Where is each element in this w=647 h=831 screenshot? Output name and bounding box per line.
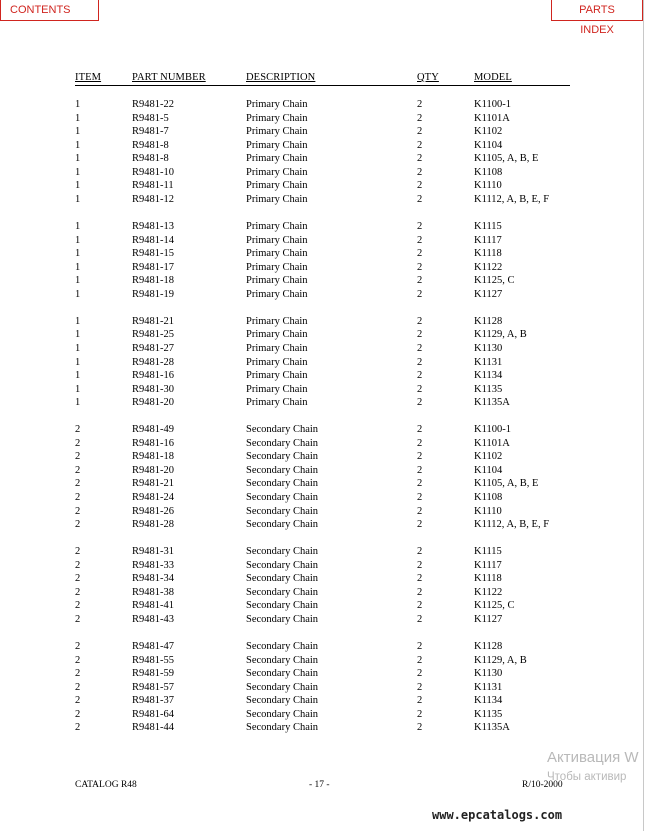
item-cell: 2 [75,681,81,693]
model-cell: K1122 [474,586,503,598]
qty-cell: 2 [417,695,423,707]
qty-cell: 2 [417,261,423,273]
qty-cell: 2 [417,519,423,531]
qty-cell: 2 [417,112,423,124]
model-cell: K1135A [474,397,510,409]
model-cell: K1105, A, B, E [474,478,539,490]
part-number-cell: R9481-30 [132,383,174,395]
activation-watermark-title: Активация W [547,749,639,766]
description-cell: Primary Chain [246,153,308,165]
header-item: ITEM [75,72,102,83]
qty-cell: 2 [417,370,423,381]
qty-cell: 2 [417,356,423,368]
item-cell: 2 [75,708,81,720]
qty-cell: 2 [417,722,423,734]
part-number-cell: R9481-19 [132,288,174,300]
description-cell: Primary Chain [246,397,308,409]
part-number-cell: R9481-10 [132,166,174,178]
model-cell: K1118 [474,248,502,260]
model-cell: K1105, A, B, E [474,153,539,165]
item-cell: 2 [75,546,81,558]
model-cell: K1100-1 [474,99,511,110]
model-cell: K1117 [474,559,502,571]
description-cell: Primary Chain [246,315,308,327]
qty-cell: 2 [417,478,423,490]
item-cell: 2 [75,654,81,666]
item-cell: 2 [75,519,81,531]
item-cell: 2 [75,464,81,476]
qty-cell: 2 [417,288,423,300]
item-cell: 1 [75,329,81,341]
part-number-cell: R9481-21 [132,478,174,490]
qty-cell: 2 [417,681,423,693]
item-cell: 2 [75,613,81,625]
model-cell: K1112, A, B, E, F [474,193,550,205]
part-number-cell: R9481-12 [132,193,174,205]
model-cell: K1122 [474,261,503,273]
item-cell: 1 [75,397,81,409]
item-cell: 1 [75,275,81,287]
description-cell: Secondary Chain [246,546,319,558]
part-number-cell: R9481-21 [132,315,174,327]
model-cell: K1128 [474,641,503,652]
footer-catalog: CATALOG R48 [75,780,137,790]
description-cell: Primary Chain [246,99,308,110]
part-number-cell: R9481-13 [132,221,174,232]
qty-cell: 2 [417,505,423,517]
qty-cell: 2 [417,99,423,110]
item-cell: 1 [75,248,81,260]
description-cell: Secondary Chain [246,586,319,598]
item-cell: 1 [75,288,81,300]
qty-cell: 2 [417,342,423,354]
description-cell: Primary Chain [246,329,308,341]
part-number-cell: R9481-8 [132,139,169,151]
qty-cell: 2 [417,668,423,680]
model-cell: K1108 [474,166,503,178]
description-cell: Secondary Chain [246,708,319,720]
description-cell: Secondary Chain [246,641,319,652]
description-cell: Secondary Chain [246,505,319,517]
description-cell: Secondary Chain [246,492,319,503]
qty-cell: 2 [417,600,423,612]
part-number-cell: R9481-18 [132,275,174,287]
qty-cell: 2 [417,248,423,260]
qty-cell: 2 [417,586,423,598]
part-number-cell: R9481-16 [132,437,174,449]
part-number-cell: R9481-55 [132,654,174,666]
item-cell: 1 [75,261,81,273]
part-number-cell: R9481-22 [132,99,174,110]
description-cell: Primary Chain [246,275,308,287]
item-cell: 2 [75,505,81,517]
item-cell: 2 [75,559,81,571]
model-cell: K1104 [474,464,503,476]
part-number-cell: R9481-37 [132,695,174,707]
qty-cell: 2 [417,641,423,652]
model-cell: K1135 [474,708,503,720]
part-number-cell: R9481-28 [132,356,174,368]
qty-cell: 2 [417,559,423,571]
model-cell: K1115 [474,546,502,558]
qty-cell: 2 [417,193,423,205]
part-number-cell: R9481-38 [132,586,174,598]
part-number-cell: R9481-8 [132,153,169,165]
part-number-cell: R9481-26 [132,505,174,517]
model-cell: K1118 [474,573,502,585]
part-number-cell: R9481-11 [132,180,174,192]
part-number-cell: R9481-20 [132,397,174,409]
qty-cell: 2 [417,234,423,246]
model-cell: K1135A [474,722,510,734]
item-cell: 2 [75,478,81,490]
header-part-number: PART NUMBER [132,72,206,83]
qty-cell: 2 [417,573,423,585]
description-cell: Secondary Chain [246,559,319,571]
site-url: www.epcatalogs.com [432,808,563,822]
qty-cell: 2 [417,397,423,409]
header-qty: QTY [417,72,439,83]
description-cell: Secondary Chain [246,464,319,476]
part-number-cell: R9481-7 [132,126,169,138]
part-number-cell: R9481-27 [132,342,174,354]
qty-cell: 2 [417,139,423,151]
model-cell: K1134 [474,370,503,381]
description-cell: Primary Chain [246,342,308,354]
part-number-cell: R9481-31 [132,546,174,558]
qty-cell: 2 [417,180,423,192]
description-cell: Primary Chain [246,356,308,368]
description-cell: Secondary Chain [246,573,319,585]
contents-button[interactable]: CONTENTS [0,0,99,21]
description-cell: Secondary Chain [246,681,319,693]
description-cell: Primary Chain [246,166,308,178]
description-cell: Secondary Chain [246,668,319,680]
model-cell: K1131 [474,681,503,693]
item-cell: 2 [75,586,81,598]
description-cell: Primary Chain [246,234,308,246]
qty-cell: 2 [417,492,423,503]
description-cell: Secondary Chain [246,478,319,490]
activation-watermark-subtitle: Чтобы активир [547,771,627,783]
item-cell: 1 [75,315,81,327]
item-cell: 1 [75,112,81,124]
description-cell: Secondary Chain [246,519,319,531]
item-cell: 1 [75,221,81,232]
item-cell: 2 [75,492,81,503]
model-cell: K1110 [474,505,502,517]
model-cell: K1129, A, B [474,329,527,341]
qty-cell: 2 [417,613,423,625]
part-number-cell: R9481-44 [132,722,174,734]
part-number-cell: R9481-25 [132,329,174,341]
model-cell: K1128 [474,315,503,327]
qty-cell: 2 [417,383,423,395]
qty-cell: 2 [417,221,423,232]
part-number-cell: R9481-18 [132,451,174,463]
qty-cell: 2 [417,546,423,558]
footer-revision: R/10-2000 [522,780,563,790]
qty-cell: 2 [417,166,423,178]
model-cell: K1125, C [474,600,515,612]
qty-cell: 2 [417,424,423,436]
qty-cell: 2 [417,153,423,165]
part-number-cell: R9481-47 [132,641,174,652]
part-number-cell: R9481-49 [132,424,174,436]
part-number-cell: R9481-41 [132,600,174,612]
part-number-cell: R9481-57 [132,681,174,693]
model-cell: K1108 [474,492,503,503]
model-cell: K1134 [474,695,503,707]
item-cell: 1 [75,193,81,205]
item-cell: 2 [75,424,81,436]
item-cell: 2 [75,451,81,463]
description-cell: Primary Chain [246,180,308,192]
description-cell: Secondary Chain [246,695,319,707]
qty-cell: 2 [417,708,423,720]
part-number-cell: R9481-43 [132,613,174,625]
description-cell: Primary Chain [246,193,308,205]
item-cell: 1 [75,342,81,354]
item-cell: 2 [75,695,81,707]
item-cell: 1 [75,166,81,178]
item-cell: 1 [75,180,81,192]
part-number-cell: R9481-28 [132,519,174,531]
qty-cell: 2 [417,654,423,666]
model-cell: K1101A [474,112,510,124]
item-cell: 2 [75,641,81,652]
item-cell: 1 [75,234,81,246]
header-description: DESCRIPTION [246,72,316,83]
part-number-cell: R9481-34 [132,573,174,585]
description-cell: Primary Chain [246,221,308,232]
model-cell: K1125, C [474,275,515,287]
header-model: MODEL [474,72,512,83]
description-cell: Secondary Chain [246,613,319,625]
part-number-cell: R9481-15 [132,248,174,260]
description-cell: Secondary Chain [246,424,319,436]
model-cell: K1130 [474,668,503,680]
description-cell: Secondary Chain [246,600,319,612]
description-cell: Primary Chain [246,370,308,381]
model-cell: K1102 [474,126,503,138]
qty-cell: 2 [417,275,423,287]
qty-cell: 2 [417,437,423,449]
model-cell: K1100-1 [474,424,511,436]
model-cell: K1129, A, B [474,654,527,666]
footer-page-number: - 17 - [309,780,330,790]
item-cell: 1 [75,356,81,368]
description-cell: Secondary Chain [246,722,319,734]
parts-index-button[interactable]: PARTS INDEX [551,0,643,21]
item-cell: 2 [75,573,81,585]
part-number-cell: R9481-14 [132,234,174,246]
description-cell: Secondary Chain [246,451,319,463]
description-cell: Primary Chain [246,261,308,273]
item-cell: 1 [75,139,81,151]
model-cell: K1130 [474,342,503,354]
part-number-cell: R9481-16 [132,370,174,381]
item-cell: 1 [75,99,81,110]
part-number-cell: R9481-17 [132,261,174,273]
model-cell: K1135 [474,383,503,395]
description-cell: Primary Chain [246,112,308,124]
item-cell: 2 [75,600,81,612]
part-number-cell: R9481-33 [132,559,174,571]
item-cell: 2 [75,722,81,734]
item-cell: 1 [75,153,81,165]
part-number-cell: R9481-20 [132,464,174,476]
item-cell: 2 [75,437,81,449]
description-cell: Primary Chain [246,248,308,260]
qty-cell: 2 [417,329,423,341]
item-cell: 1 [75,370,81,381]
qty-cell: 2 [417,464,423,476]
model-cell: K1104 [474,139,503,151]
model-cell: K1102 [474,451,503,463]
qty-cell: 2 [417,126,423,138]
model-cell: K1127 [474,613,503,625]
model-cell: K1127 [474,288,503,300]
model-cell: K1112, A, B, E, F [474,519,550,531]
model-cell: K1101A [474,437,510,449]
description-cell: Secondary Chain [246,437,319,449]
description-cell: Primary Chain [246,139,308,151]
model-cell: K1115 [474,221,502,232]
item-cell: 1 [75,126,81,138]
model-cell: K1131 [474,356,503,368]
part-number-cell: R9481-24 [132,492,174,503]
part-number-cell: R9481-64 [132,708,174,720]
part-number-cell: R9481-59 [132,668,174,680]
part-number-cell: R9481-5 [132,112,169,124]
description-cell: Primary Chain [246,288,308,300]
model-cell: K1110 [474,180,502,192]
model-cell: K1117 [474,234,502,246]
item-cell: 1 [75,383,81,395]
qty-cell: 2 [417,451,423,463]
qty-cell: 2 [417,315,423,327]
description-cell: Primary Chain [246,383,308,395]
description-cell: Primary Chain [246,126,308,138]
item-cell: 2 [75,668,81,680]
description-cell: Secondary Chain [246,654,319,666]
